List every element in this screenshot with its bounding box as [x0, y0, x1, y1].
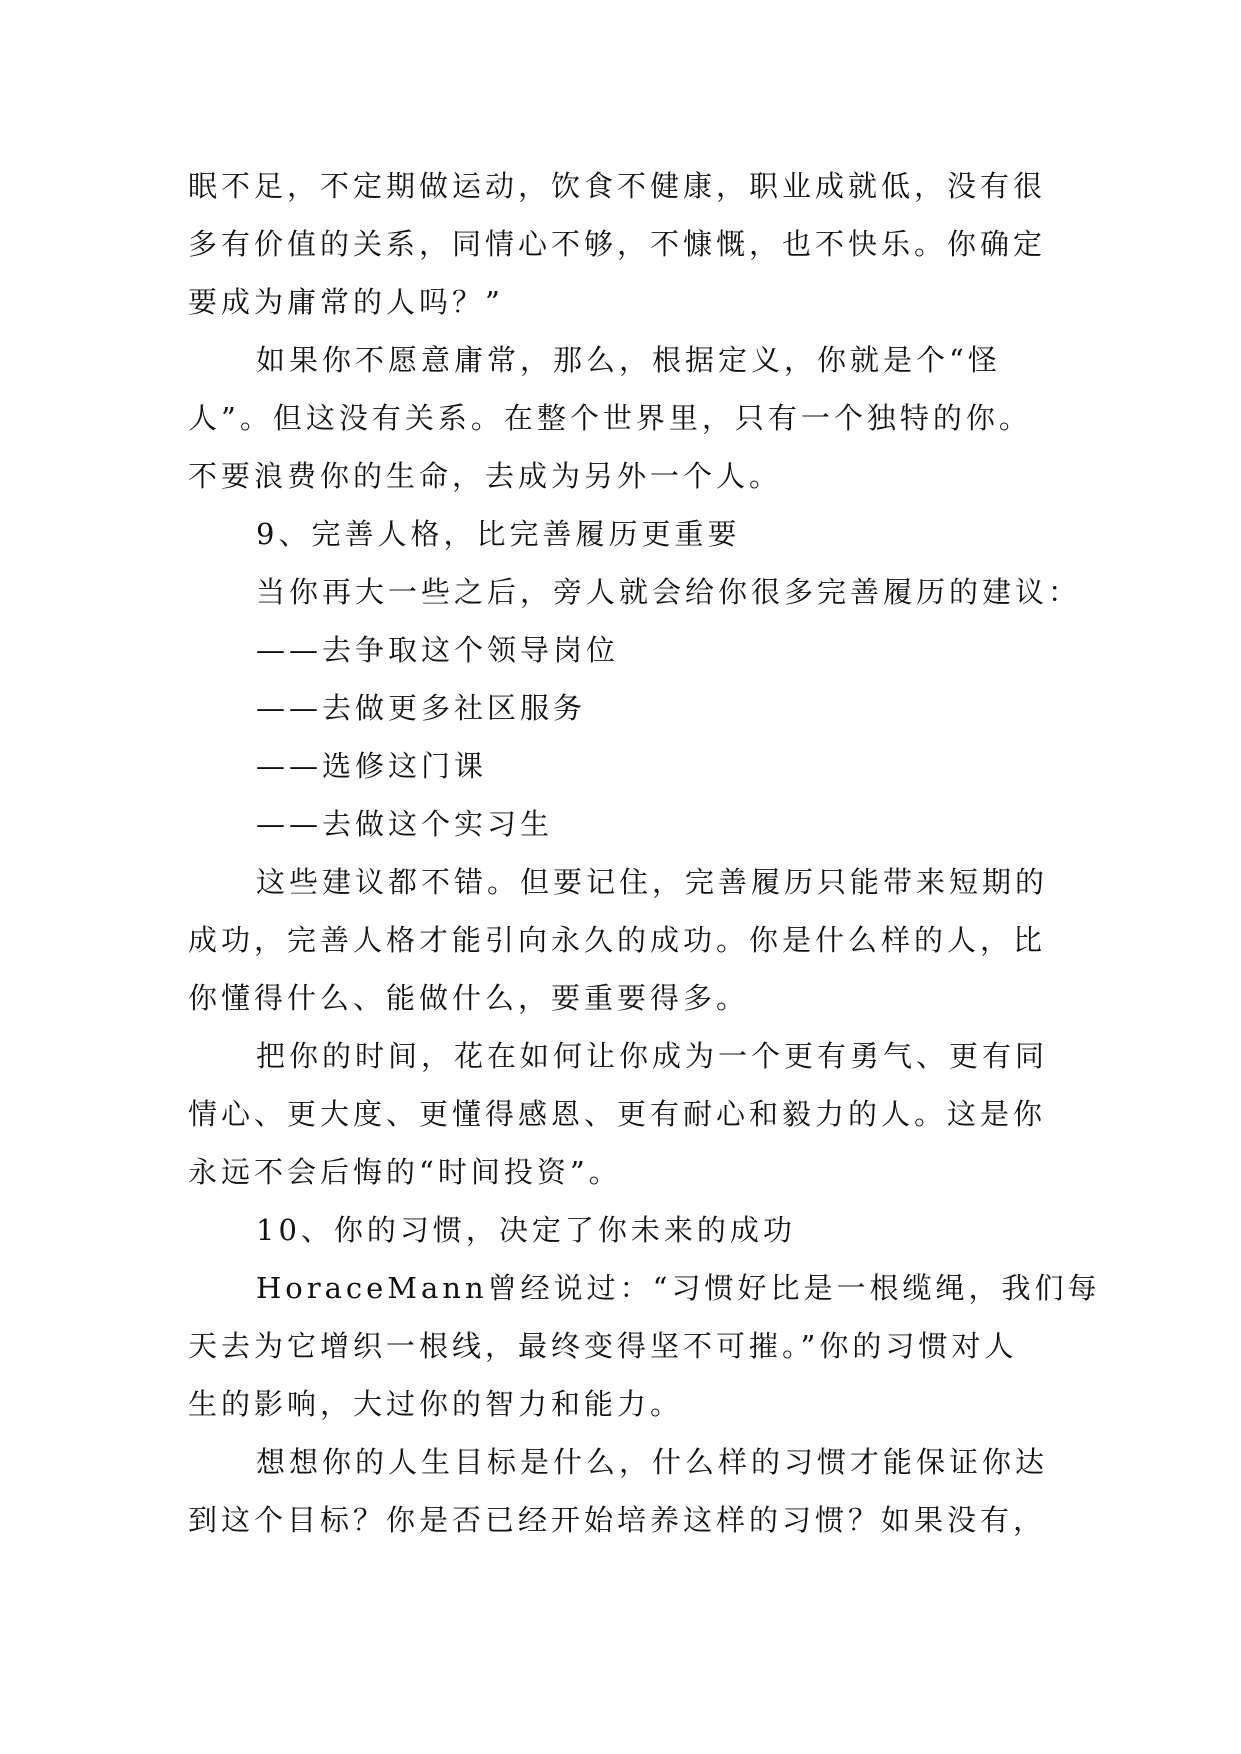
text-line: 人”。但这没有关系。在整个世界里，只有一个独特的你。 — [188, 401, 1032, 435]
text-line: 永远不会后悔的“时间投资”。 — [188, 1155, 622, 1189]
list-item: ——选修这门课 — [256, 749, 488, 783]
text-line: 情心、更大度、更懂得感恩、更有耐心和毅力的人。这是你 — [188, 1097, 1047, 1131]
section-heading-9: 9、完善人格，比完善履历更重要 — [256, 517, 741, 551]
text-line: 想想你的人生目标是什么，什么样的习惯才能保证你达 — [256, 1445, 1049, 1479]
list-item: ——去争取这个领导岗位 — [256, 633, 620, 667]
text-line: 生的影响，大过你的智力和能力。 — [188, 1387, 684, 1421]
document-body — [188, 157, 1101, 1549]
text-line: 眠不足，不定期做运动，饮食不健康，职业成就低，没有很 — [188, 169, 1047, 203]
section-heading-10: 10、你的习惯，决定了你未来的成功 — [256, 1213, 796, 1247]
text-line: HoraceMann曾经说过：“习惯好比是一根缆绳，我们每 — [256, 1271, 1101, 1305]
text-line: 多有价值的关系，同情心不够，不慷慨，也不快乐。你确定 — [188, 227, 1047, 261]
text-line: 到这个目标？你是否已经开始培养这样的习惯？如果没有， — [188, 1503, 1047, 1537]
text-line: 把你的时间，花在如何让你成为一个更有勇气、更有同 — [256, 1039, 1049, 1073]
text-line: 成功，完善人格才能引向永久的成功。你是什么样的人，比 — [188, 923, 1047, 957]
text-line: 当你再大一些之后，旁人就会给你很多完善履历的建议： — [256, 575, 1082, 609]
list-item: ——去做更多社区服务 — [256, 691, 587, 725]
text-line: 你懂得什么、能做什么，要重要得多。 — [188, 981, 750, 1015]
list-item: ——去做这个实习生 — [256, 807, 554, 841]
text-line: 天去为它增织一根线，最终变得坚不可摧。”你的习惯对人 — [188, 1329, 1018, 1363]
text-line: 这些建议都不错。但要记住，完善履历只能带来短期的 — [256, 865, 1049, 899]
text-line: 不要浪费你的生命，去成为另外一个人。 — [188, 459, 783, 493]
text-line: 要成为庸常的人吗？” — [188, 285, 504, 319]
text-line: 如果你不愿意庸常，那么，根据定义，你就是个“怪 — [256, 343, 1001, 377]
